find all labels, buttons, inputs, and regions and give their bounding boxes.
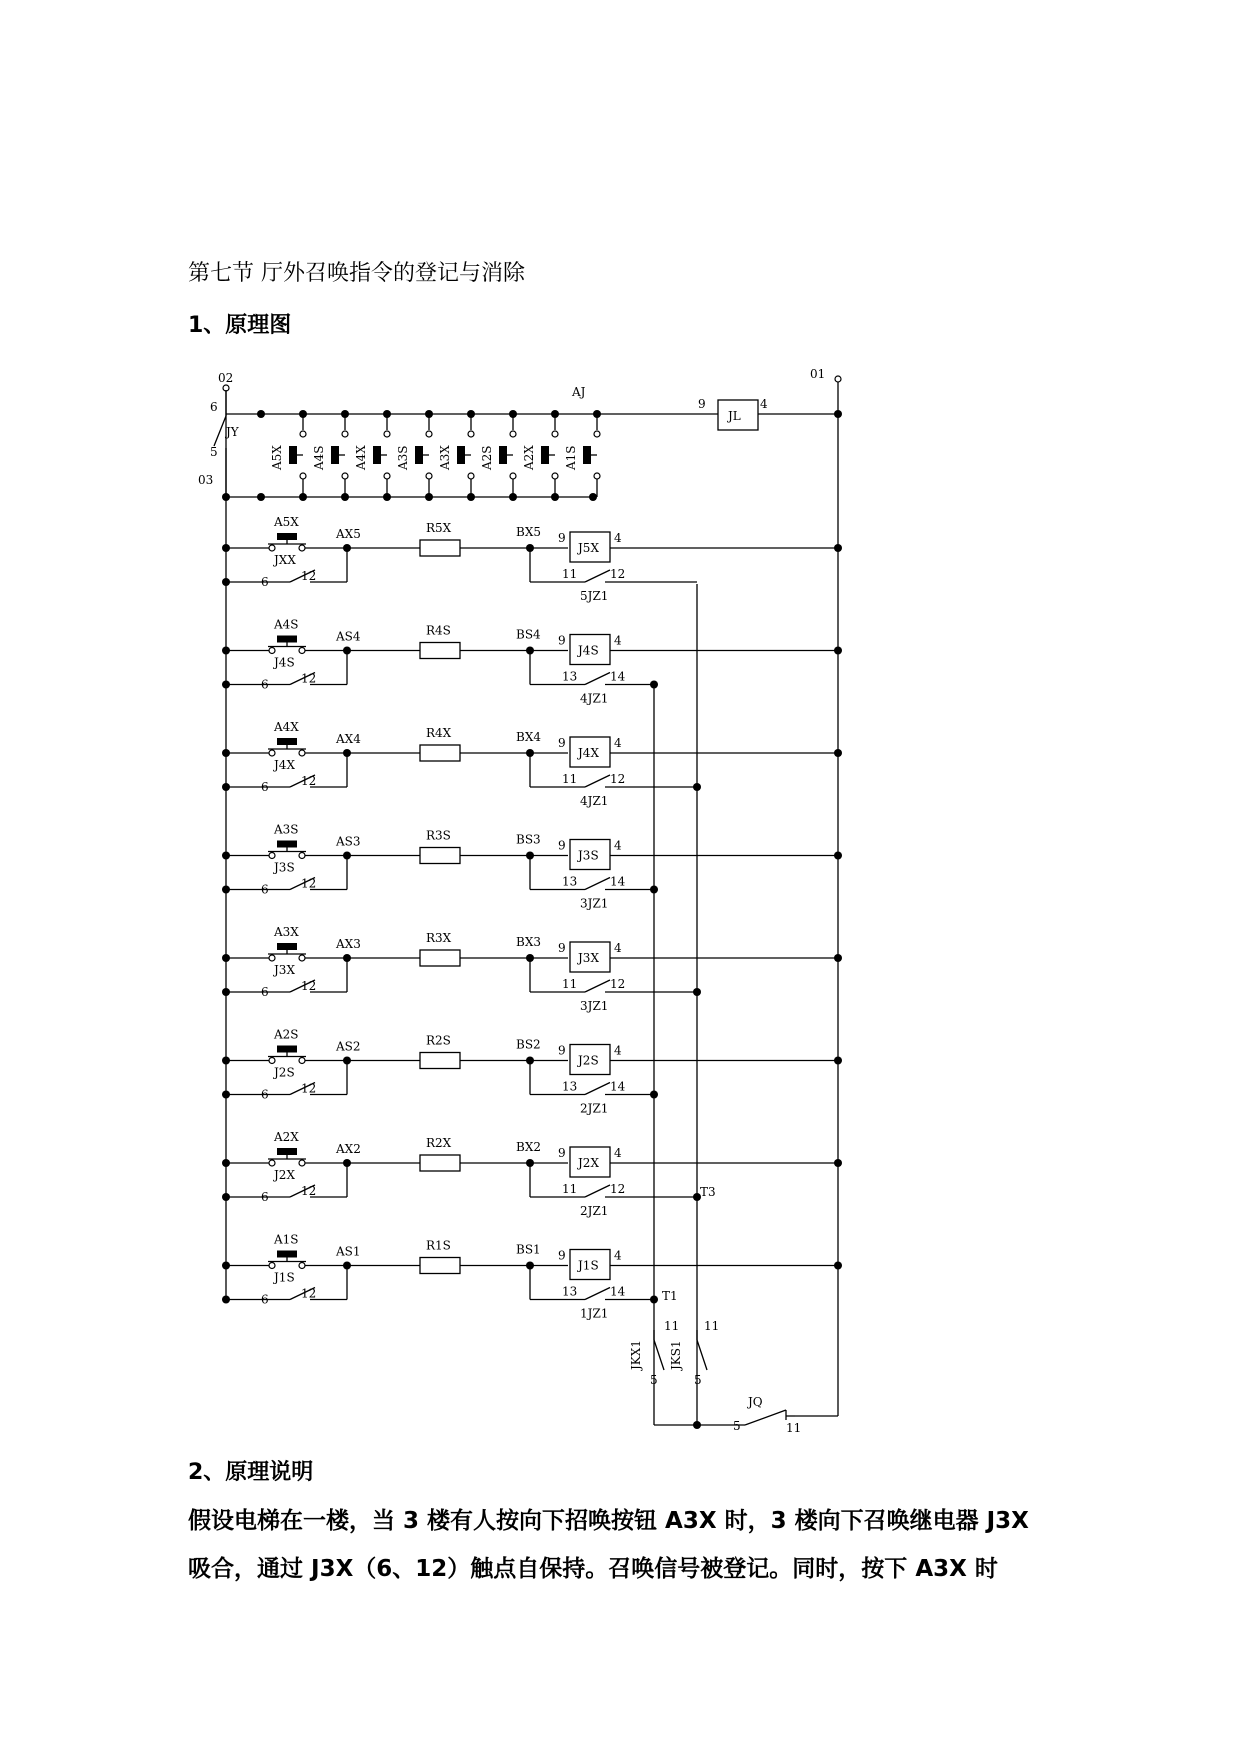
label-jy-5: 5 [210, 445, 218, 459]
self-contact-label: J1S [274, 1270, 295, 1285]
node-a-label: AS3 [336, 834, 361, 849]
top-button-label: A1S [564, 445, 578, 470]
relay-label: J3X [578, 951, 599, 965]
label-jks1-11: 11 [704, 1319, 720, 1333]
top-button-terminal [300, 431, 306, 437]
relay-pin-4: 4 [614, 1248, 622, 1263]
node-a-label: AX3 [336, 937, 361, 951]
self-contact-label: JXX [274, 553, 296, 567]
top-button-label: A3S [396, 445, 410, 470]
rail-node [834, 954, 842, 962]
self-contact-label: J3X [274, 963, 295, 977]
node-a-label: AS4 [336, 629, 361, 644]
label-02: 02 [218, 371, 234, 385]
rail-node [834, 544, 842, 552]
button-terminal [269, 545, 275, 551]
top-button-terminal [510, 431, 516, 437]
clear-contact [585, 980, 610, 992]
clear-contact-label: 2JZ1 [580, 1204, 609, 1218]
call-row-j4s [222, 618, 842, 706]
node-a-label: AS1 [336, 1244, 361, 1259]
node-a-label: AX4 [336, 732, 361, 746]
clear-pin-left: 13 [562, 874, 578, 889]
relay-pin-4: 4 [614, 1146, 622, 1160]
relay-pin-4: 4 [614, 838, 622, 853]
self-contact-label: J2X [274, 1168, 295, 1182]
call-row-j2s [222, 1028, 842, 1116]
node-b-label: BX5 [516, 525, 541, 539]
label-jks1-5: 5 [694, 1373, 702, 1387]
top-bus-node [383, 410, 391, 418]
resistor [420, 745, 460, 761]
hold-pin-left: 6 [261, 882, 269, 897]
top-bus-node [257, 493, 265, 501]
clear-pin-right: 12 [610, 977, 626, 991]
button-cap [277, 636, 297, 643]
top-bus-node [341, 493, 349, 501]
row-button-label: A3X [274, 925, 299, 939]
node-b-label: BX3 [516, 935, 541, 949]
resistor-label: R2X [426, 1136, 452, 1150]
button-terminal [299, 648, 305, 654]
label-jy: JY [226, 425, 239, 439]
top-button-terminal [384, 431, 390, 437]
button-terminal [299, 1058, 305, 1064]
label-jl-9: 9 [698, 397, 706, 411]
hold-pin-left: 6 [261, 1087, 269, 1102]
top-button-terminal [426, 431, 432, 437]
relay-pin-9: 9 [558, 736, 566, 750]
resistor-label: R1S [426, 1238, 451, 1253]
clear-contact [585, 1083, 610, 1095]
top-bus-node [299, 493, 307, 501]
top-button-terminal [300, 473, 306, 479]
button-cap [277, 533, 297, 540]
label-t1: T1 [662, 1289, 678, 1303]
node-a-label: AS2 [336, 1039, 361, 1054]
relay-pin-9: 9 [558, 1043, 566, 1058]
button-terminal [299, 955, 305, 961]
hold-pin-right: 12 [301, 774, 317, 788]
button-terminal [269, 955, 275, 961]
button-cap [277, 943, 297, 950]
rail-node [834, 1262, 842, 1270]
label-jq: JQ [748, 1395, 763, 1409]
hold-pin-left: 6 [261, 780, 269, 794]
paragraph-line-2: 吸合，通过 J3X（6、12）触点自保持。召唤信号被登记。同时，按下 A3X 时 [188, 1556, 998, 1582]
call-rows [222, 515, 842, 1321]
node-b-label: BX4 [516, 730, 541, 744]
top-bus-node [341, 410, 349, 418]
hold-pin-right: 12 [301, 1286, 317, 1301]
rail-node [222, 886, 230, 894]
rail-node [834, 749, 842, 757]
rail-node [222, 1193, 230, 1201]
self-contact-label: J3S [274, 860, 295, 875]
row-button-label: A2S [274, 1027, 299, 1042]
hold-pin-right: 12 [301, 569, 317, 583]
resistor [420, 1258, 460, 1274]
top-bus-node [425, 410, 433, 418]
relay-label: J3S [578, 848, 599, 863]
label-01: 01 [810, 367, 826, 381]
call-row-j4x [222, 720, 842, 808]
relay-pin-4: 4 [614, 736, 622, 750]
top-bus-node [467, 493, 475, 501]
button-cap [277, 1148, 297, 1155]
top-button-terminal [426, 473, 432, 479]
call-row-j2x [222, 1130, 842, 1218]
top-bus-node [467, 410, 475, 418]
clear-contact [585, 570, 610, 582]
resistor [420, 848, 460, 864]
button-terminal [299, 545, 305, 551]
node-b-label: BX2 [516, 1140, 541, 1154]
clear-pin-left: 11 [562, 1182, 578, 1196]
top-button-bank [257, 410, 601, 501]
top-button-label: A3X [438, 445, 452, 470]
hold-pin-right: 12 [301, 876, 317, 891]
top-button-label: A4X [354, 445, 368, 470]
relay-pin-9: 9 [558, 1146, 566, 1160]
label-03: 03 [198, 473, 214, 487]
label-jkx1-5: 5 [650, 1373, 658, 1387]
node-b-label: BS3 [516, 832, 541, 847]
rail-node [222, 783, 230, 791]
rail-node [222, 988, 230, 996]
resistor [420, 643, 460, 659]
call-row-j5x [222, 515, 842, 603]
section-title: 第七节 厅外召唤指令的登记与消除 [188, 261, 525, 286]
clear-pin-right: 14 [610, 1284, 626, 1299]
label-jkx1: JKX1 [629, 1340, 643, 1370]
clear-contact [585, 775, 610, 787]
rail-node [834, 1057, 842, 1065]
row-button-label: A2X [274, 1130, 299, 1144]
top-bus-node [257, 410, 265, 418]
top-button-cap [331, 446, 339, 464]
rail-node [222, 1296, 230, 1304]
hold-pin-left: 6 [261, 677, 269, 692]
relay-label: J4X [578, 746, 599, 760]
node-b-label: BS2 [516, 1037, 541, 1052]
top-button-cap [457, 446, 465, 464]
call-row-j3s [222, 823, 842, 911]
self-contact-label: J4S [274, 655, 295, 670]
clear-pin-right: 14 [610, 1079, 626, 1094]
rail-node [222, 681, 230, 689]
row-button-label: A4X [274, 720, 299, 734]
node-b-label: BS4 [516, 627, 541, 642]
relay-label: J5X [578, 541, 599, 555]
relay-pin-4: 4 [614, 941, 622, 955]
clear-node [693, 988, 701, 996]
top-bus-node [425, 493, 433, 501]
label-jq-11: 11 [786, 1421, 802, 1435]
button-terminal [299, 1263, 305, 1269]
relay-pin-4: 4 [614, 633, 622, 648]
clear-node [650, 1296, 658, 1304]
label-jy-6: 6 [210, 400, 218, 414]
clear-contact-label: 2JZ1 [580, 1101, 609, 1116]
hold-pin-right: 12 [301, 671, 317, 686]
hold-pin-left: 6 [261, 1190, 269, 1204]
resistor [420, 1155, 460, 1171]
button-cap [277, 738, 297, 745]
rail-node [834, 852, 842, 860]
self-contact-label: J2S [274, 1065, 295, 1080]
relay-label: J1S [578, 1258, 599, 1273]
top-bus-node [509, 410, 517, 418]
top-button-label: A5X [270, 445, 284, 470]
resistor-label: R5X [426, 521, 452, 535]
button-cap [277, 841, 297, 848]
top-button-cap [289, 446, 297, 464]
button-terminal [269, 648, 275, 654]
hold-pin-right: 12 [301, 1184, 317, 1198]
button-cap [277, 1046, 297, 1053]
hold-pin-right: 12 [301, 979, 317, 993]
button-terminal [299, 1160, 305, 1166]
top-bus-node [383, 493, 391, 501]
node-b-label: BS1 [516, 1242, 541, 1257]
top-button-terminal [594, 431, 600, 437]
row-button-label: A3S [274, 822, 299, 837]
clear-contact-label: 5JZ1 [580, 589, 609, 603]
relay-pin-9: 9 [558, 531, 566, 545]
resistor [420, 540, 460, 556]
clear-pin-right: 12 [610, 567, 626, 581]
clear-pin-left: 13 [562, 1284, 578, 1299]
rail-node [834, 1159, 842, 1167]
clear-contact [585, 1185, 610, 1197]
top-bus-node [299, 410, 307, 418]
self-contact-label: J4X [274, 758, 295, 772]
label-jkx1-11: 11 [664, 1319, 680, 1333]
top-bus-node [509, 493, 517, 501]
relay-pin-9: 9 [558, 1248, 566, 1263]
top-button-terminal [552, 473, 558, 479]
heading-schematic: 1、原理图 [188, 313, 292, 338]
resistor-label: R3S [426, 828, 451, 843]
hold-pin-right: 12 [301, 1081, 317, 1096]
button-terminal [269, 1160, 275, 1166]
relay-pin-9: 9 [558, 633, 566, 648]
clear-node [650, 886, 658, 894]
top-button-label: A2X [522, 445, 536, 470]
top-button-terminal [468, 473, 474, 479]
button-terminal [269, 1263, 275, 1269]
hold-pin-left: 6 [261, 1292, 269, 1307]
resistor-label: R3X [426, 931, 452, 945]
top-button-terminal [552, 431, 558, 437]
hold-pin-left: 6 [261, 575, 269, 589]
relay-label: J2X [578, 1156, 599, 1170]
clear-pin-left: 13 [562, 1079, 578, 1094]
top-button-label: A2S [480, 445, 494, 470]
relay-label: J4S [578, 643, 599, 658]
top-button-cap [583, 446, 591, 464]
top-bus-node [551, 493, 559, 501]
clear-contact-label: 1JZ1 [580, 1306, 609, 1321]
clear-contact-label: 3JZ1 [580, 896, 609, 911]
top-button-terminal [342, 431, 348, 437]
top-button-cap [499, 446, 507, 464]
top-bus-node [551, 410, 559, 418]
clear-node [693, 783, 701, 791]
label-jks1: JKS1 [669, 1340, 683, 1370]
clear-pin-left: 11 [562, 977, 578, 991]
clear-contact-label: 4JZ1 [580, 794, 609, 808]
button-terminal [269, 853, 275, 859]
clear-contact-label: 3JZ1 [580, 999, 609, 1013]
resistor [420, 950, 460, 966]
top-button-terminal [342, 473, 348, 479]
relay-pin-4: 4 [614, 1043, 622, 1058]
rail-node [222, 1091, 230, 1099]
clear-pin-right: 14 [610, 874, 626, 889]
label-jq-5: 5 [733, 1419, 741, 1433]
top-bus-node [593, 410, 601, 418]
button-terminal [299, 750, 305, 756]
clear-contact [585, 1288, 610, 1300]
resistor-label: R2S [426, 1033, 451, 1048]
row-button-label: A1S [274, 1232, 299, 1247]
top-button-cap [415, 446, 423, 464]
resistor [420, 1053, 460, 1069]
top-button-label: A4S [312, 445, 326, 470]
top-button-cap [373, 446, 381, 464]
label-aj: AJ [572, 385, 586, 399]
rail-node [834, 647, 842, 655]
clear-pin-right: 14 [610, 669, 626, 684]
top-bus-node [589, 493, 597, 501]
clear-node [650, 681, 658, 689]
clear-pin-left: 11 [562, 567, 578, 581]
relay-label: J2S [578, 1053, 599, 1068]
clear-pin-right: 12 [610, 1182, 626, 1196]
label-jl: JL [728, 409, 741, 423]
top-button-terminal [594, 473, 600, 479]
button-terminal [269, 1058, 275, 1064]
call-row-j1s [222, 1233, 842, 1321]
hold-pin-left: 6 [261, 985, 269, 999]
rail-node [222, 578, 230, 586]
clear-contact [585, 878, 610, 890]
label-jl-4: 4 [760, 397, 768, 411]
clear-pin-left: 13 [562, 669, 578, 684]
node-a-label: AX2 [336, 1142, 361, 1156]
resistor-label: R4S [426, 623, 451, 638]
clear-contact [585, 673, 610, 685]
button-terminal [299, 853, 305, 859]
clear-pin-right: 12 [610, 772, 626, 786]
relay-pin-4: 4 [614, 531, 622, 545]
top-button-cap [541, 446, 549, 464]
relay-pin-9: 9 [558, 838, 566, 853]
clear-pin-left: 11 [562, 772, 578, 786]
top-button-terminal [468, 431, 474, 437]
resistor-label: R4X [426, 726, 452, 740]
top-button-terminal [510, 473, 516, 479]
clear-contact-label: 4JZ1 [580, 691, 609, 706]
row-button-label: A4S [274, 617, 299, 632]
button-cap [277, 1251, 297, 1258]
button-terminal [269, 750, 275, 756]
node-a-label: AX5 [336, 527, 361, 541]
call-row-j3x [222, 925, 842, 1013]
top-button-terminal [384, 473, 390, 479]
clear-node [650, 1091, 658, 1099]
heading-explanation: 2、原理说明 [188, 1460, 314, 1485]
label-t3: T3 [700, 1185, 716, 1199]
row-button-label: A5X [274, 515, 299, 529]
paragraph-line-1: 假设电梯在一楼，当 3 楼有人按向下招唤按钮 A3X 时，3 楼向下召唤继电器 J3X [188, 1508, 1029, 1534]
relay-pin-9: 9 [558, 941, 566, 955]
